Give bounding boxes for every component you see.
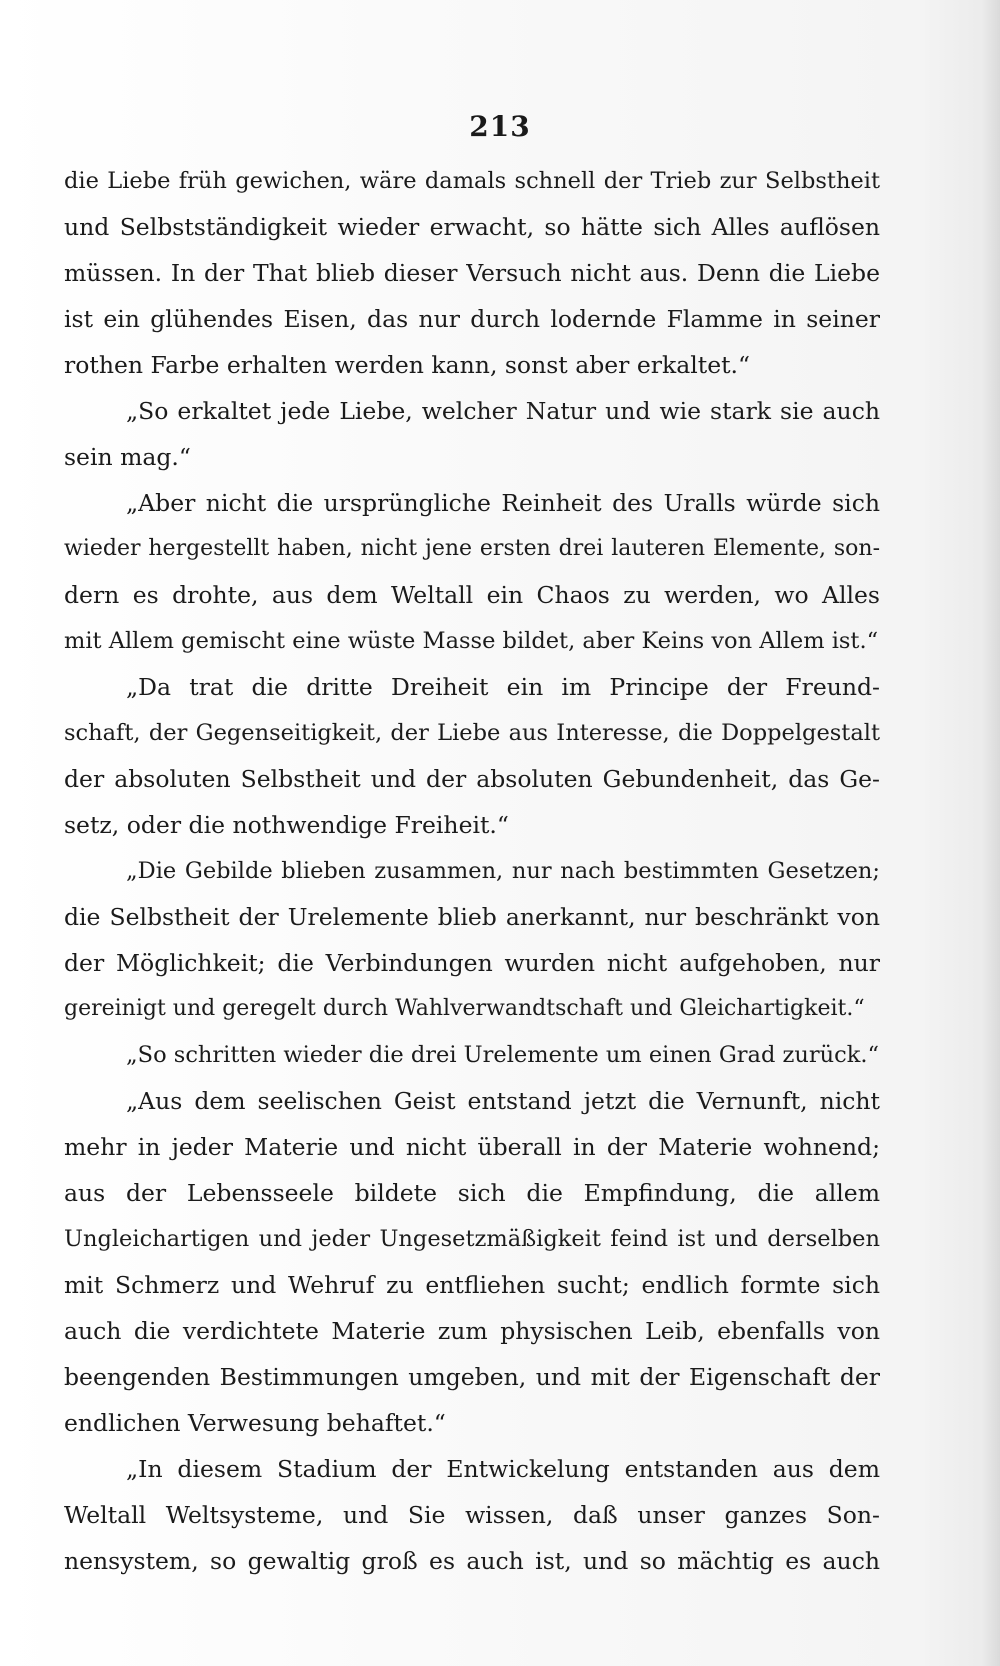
text-line: und Selbstständigkeit wieder erwacht, so hätte sich Alles auflösen (64, 213, 880, 241)
text-line: beengenden Bestimmungen umgeben, und mit der Eigenschaft der (64, 1363, 880, 1391)
text-line: Weltall Weltsysteme, und Sie wissen, daß unser ganzes Son- (64, 1501, 880, 1529)
text-line: der absoluten Selbstheit und der absoluten Gebundenheit, das Ge- (64, 765, 880, 793)
text-line: setz, oder die nothwendige Freiheit.“ (64, 811, 509, 839)
text-line: auch die verdichtete Materie zum physischen Leib, ebenfalls von (64, 1317, 880, 1345)
text-line: dern es drohte, aus dem Weltall ein Chaos zu werden, wo Alles (64, 581, 880, 609)
text-line: mit Schmerz und Wehruf zu entfliehen sucht; endlich formte sich (64, 1271, 880, 1299)
text-line: Ungleichartigen und jeder Ungesetzmäßigkeit feind ist und derselben (64, 1226, 880, 1252)
text-line: „Aus dem seelischen Geist entstand jetzt die Vernunft, nicht (126, 1087, 880, 1115)
text-line: wieder hergestellt haben, nicht jene ersten drei lauteren Elemente, son- (64, 536, 880, 561)
body-text (64, 158, 880, 1584)
text-line: mehr in jeder Materie und nicht überall in der Materie wohnend; (64, 1133, 880, 1161)
text-line: „So erkaltet jede Liebe, welcher Natur und wie stark sie auch (126, 397, 880, 425)
text-line: endlichen Verwesung behaftet.“ (64, 1409, 446, 1437)
text-line: die Liebe früh gewichen, wäre damals schnell der Trieb zur Selbstheit (64, 168, 880, 194)
text-line: aus der Lebensseele bildete sich die Empfindung, die allem (64, 1179, 880, 1207)
text-line: „In diesem Stadium der Entwickelung entstanden aus dem (126, 1455, 880, 1483)
text-line: „So schritten wieder die drei Urelemente um einen Grad zurück.“ (126, 1042, 880, 1068)
text-line: müssen. In der That blieb dieser Versuch nicht aus. Denn die Liebe (64, 259, 880, 287)
text-line: nensystem, so gewaltig groß es auch ist, und so mächtig es auch (64, 1547, 880, 1575)
text-line: „Da trat die dritte Dreiheit ein im Principe der Freund- (126, 673, 880, 701)
text-line: ist ein glühendes Eisen, das nur durch lodernde Flamme in seiner (64, 305, 880, 333)
text-line: mit Allem gemischt eine wüste Masse bildet, aber Keins von Allem ist.“ (64, 628, 879, 654)
page-number: 213 (469, 110, 531, 143)
text-line: der Möglichkeit; die Verbindungen wurden nicht aufgehoben, nur (64, 949, 880, 977)
text-line: rothen Farbe erhalten werden kann, sonst aber erkaltet.“ (64, 351, 751, 379)
text-line: „Die Gebilde blieben zusammen, nur nach bestimmten Gesetzen; (126, 858, 880, 884)
page-edge-shadow (982, 0, 1000, 1666)
text-line: die Selbstheit der Urelemente blieb anerkannt, nur beschränkt von (64, 903, 880, 931)
text-line: „Aber nicht die ursprüngliche Reinheit des Uralls würde sich (126, 489, 880, 517)
text-line: schaft, der Gegenseitigkeit, der Liebe aus Interesse, die Doppelgestalt (64, 720, 880, 746)
text-line: gereinigt und geregelt durch Wahlverwandtschaft und Gleichartigkeit.“ (64, 996, 865, 1021)
text-line: sein mag.“ (64, 443, 191, 471)
